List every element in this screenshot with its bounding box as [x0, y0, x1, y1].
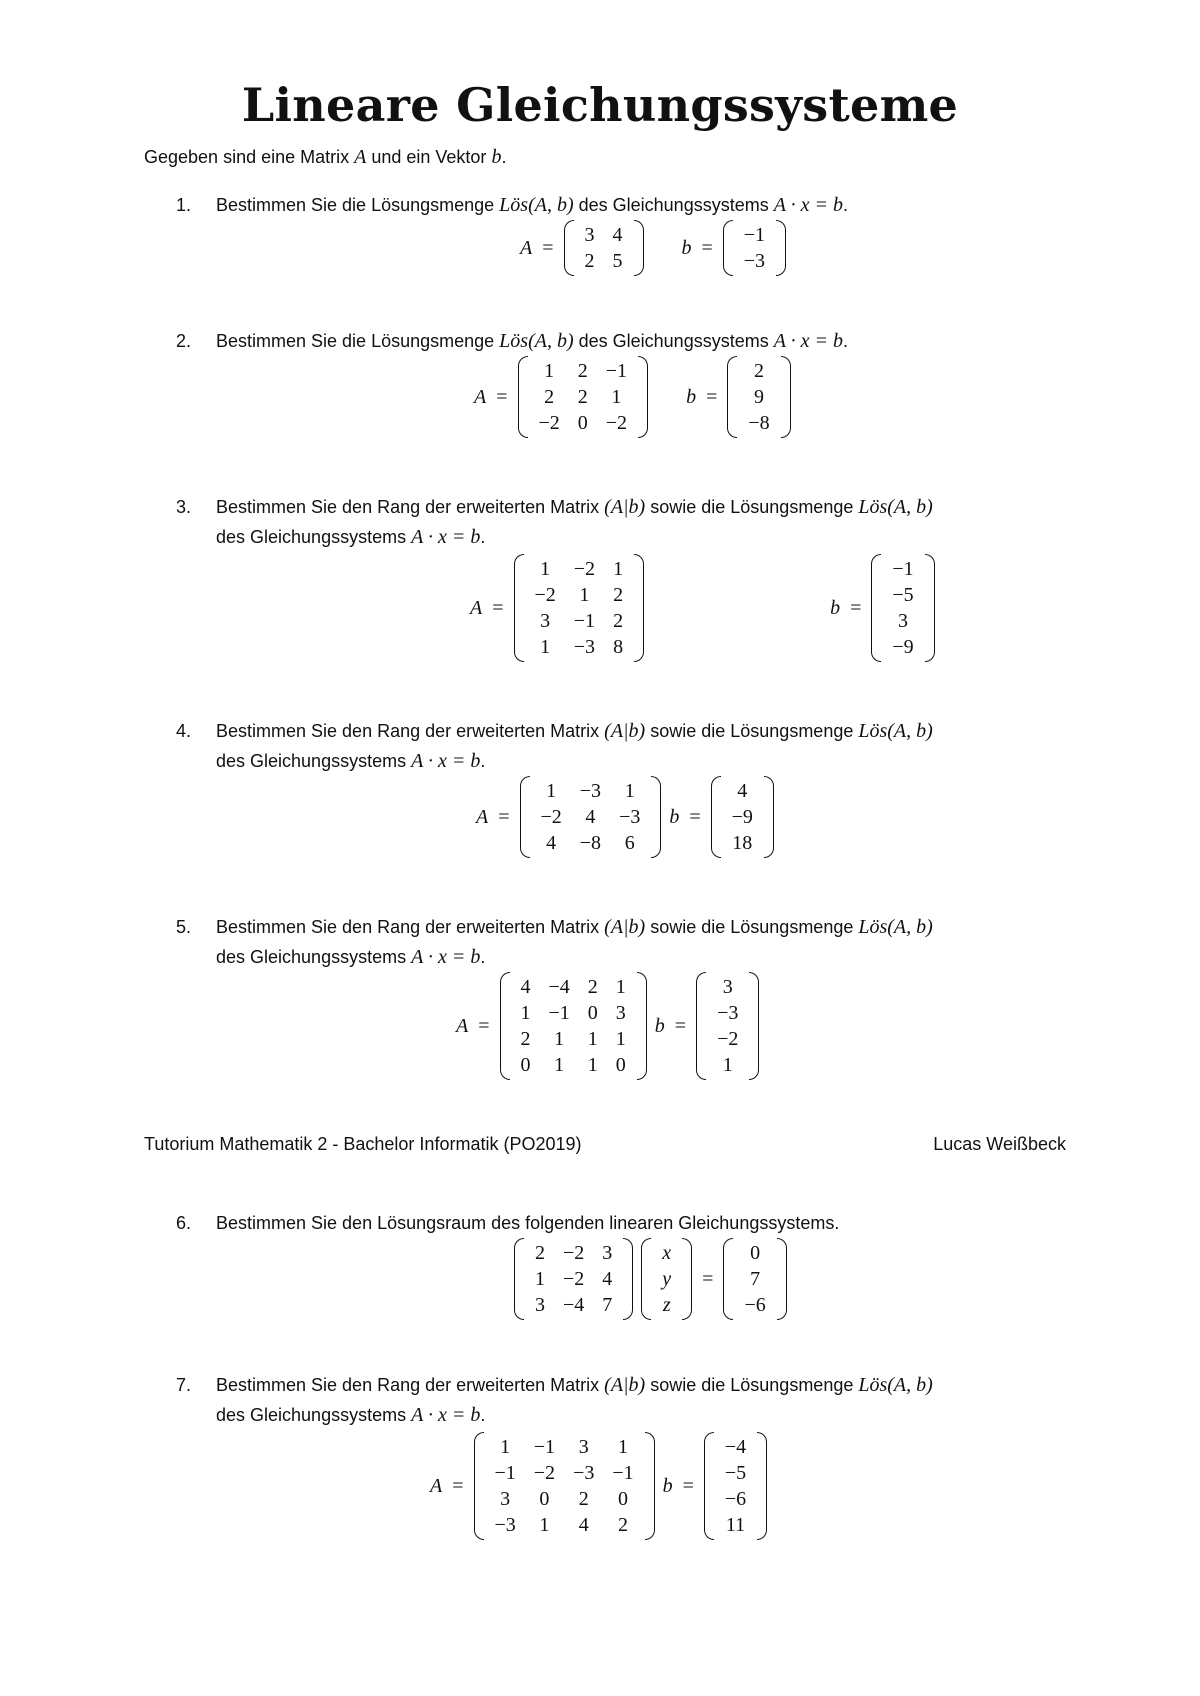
matrix-cell: 1	[535, 1268, 545, 1290]
matrix-cell: 2	[753, 360, 764, 382]
matrix-cell: −6	[724, 1488, 747, 1510]
matrix-row	[653, 1292, 680, 1318]
matrix-cell: 3	[578, 1436, 589, 1458]
matrix-cell: 3	[584, 224, 595, 246]
matrix-cell: 1	[520, 1002, 531, 1024]
problem-6-formula: 2 −2 3 1 −2 4 3 −4 7 x y z = 0 7 −6	[514, 1238, 787, 1320]
matrix-row	[716, 1434, 755, 1460]
page-title: Lineare Gleichungssysteme	[241, 78, 959, 132]
matrix-cell: 1	[539, 1514, 550, 1536]
matrix-cell: −2	[717, 1028, 739, 1050]
matrix-cell: 1	[624, 780, 635, 802]
problem-5-text-line2: des Gleichungssystems A · x = b.	[216, 946, 486, 968]
problem-4-text-line2: des Gleichungssystems A · x = b.	[216, 750, 486, 772]
matrix-row	[512, 1052, 635, 1078]
matrix-cell: −9	[892, 636, 914, 658]
matrix-grid	[708, 974, 747, 1078]
matrix-cell: 1	[540, 636, 551, 658]
matrix-cell: 1	[579, 584, 590, 606]
matrix-row	[735, 222, 774, 248]
problem-6-text: Bestimmen Sie den Lösungsraum des folgenden linearen Gleichungssystems.	[216, 1213, 840, 1233]
matrix-cell: −2	[605, 412, 628, 434]
matrix-cell: 2	[577, 386, 588, 408]
matrix-cell: −4	[548, 976, 570, 998]
matrix-cell: −1	[892, 558, 914, 580]
matrix-row	[530, 358, 637, 384]
matrix-row	[526, 1292, 621, 1318]
matrix-row	[532, 778, 650, 804]
matrix-cell: 4	[578, 1514, 589, 1536]
matrix-cell: −1	[743, 224, 766, 246]
problem-4-formula: A = 1 −3 1 −2 4 −3 4 −8 6 b = 4 −9 18	[476, 776, 774, 858]
matrix-grid	[526, 1240, 621, 1318]
matrix-row	[526, 582, 633, 608]
matrix-cell: 0	[520, 1054, 531, 1076]
matrix-cell: 0	[615, 1054, 626, 1076]
problem-5-matrix-a	[500, 972, 647, 1080]
footer-course: Tutorium Mathematik 2 - Bachelor Informatik (PO2019)	[144, 1134, 582, 1154]
matrix-cell: 0	[750, 1242, 761, 1264]
matrix-row	[735, 248, 774, 274]
matrix-row	[883, 608, 922, 634]
matrix-row	[653, 1240, 680, 1266]
matrix-cell: 2	[613, 610, 624, 632]
matrix-row	[486, 1460, 643, 1486]
problem-2-matrix-a	[518, 356, 649, 438]
matrix-row	[530, 384, 637, 410]
problem-5-text-line1: Bestimmen Sie den Rang der erweiterten Matrix (A|b) sowie die Lösungsmenge Lös(A, b)	[216, 916, 933, 938]
matrix-cell: −3	[573, 1462, 595, 1484]
matrix-cell: −3	[573, 636, 596, 658]
matrix-grid	[530, 358, 637, 436]
problem-7-text-line1: Bestimmen Sie den Rang der erweiterten Matrix (A|b) sowie die Lösungsmenge Lös(A, b)	[216, 1374, 933, 1396]
matrix-cell: −3	[743, 250, 766, 272]
matrix-cell: y	[662, 1268, 672, 1290]
problem-1-formula: A = 3 4 2 5 b = −1 −3	[520, 220, 786, 276]
problem-7-formula: A = 1 −1 3 1 −1 −2 −3 −1 3 0 2 0 −3 1 4 2 b = −4 −5 −6 11	[430, 1432, 767, 1540]
matrix-cell: 2	[535, 1242, 545, 1264]
problem-6-vector-b	[723, 1238, 786, 1320]
matrix-grid	[526, 556, 633, 660]
matrix-cell: 4	[602, 1268, 613, 1290]
matrix-cell: −2	[563, 1268, 585, 1290]
problem-1-text: Bestimmen Sie die Lösungsmenge Lös(A, b) des Gleichungssystems A · x = b.	[216, 194, 848, 216]
matrix-row	[708, 1026, 747, 1052]
matrix-row	[526, 556, 633, 582]
matrix-cell: −2	[534, 584, 556, 606]
matrix-cell: −1	[605, 360, 628, 382]
problem-3-formula: A = 1 −2 1 −2 1 2 3 −1 2 1 −3 8 b = −1 −5 3 −9	[470, 554, 935, 662]
matrix-row	[486, 1512, 643, 1538]
matrix-cell: 3	[615, 1002, 626, 1024]
matrix-cell: 4	[546, 832, 557, 854]
matrix-row	[716, 1486, 755, 1512]
matrix-cell: x	[662, 1242, 672, 1264]
matrix-row	[486, 1486, 643, 1512]
matrix-cell: −4	[563, 1294, 585, 1316]
problem-7-text-line2: des Gleichungssystems A · x = b.	[216, 1404, 486, 1426]
matrix-cell: 6	[624, 832, 635, 854]
problem-4-vector-b	[711, 776, 774, 858]
problem-3-vector-b	[871, 554, 934, 662]
problem-3-matrix-a	[514, 554, 645, 662]
problem-2-number: 2.	[176, 331, 192, 351]
matrix-cell: 1	[611, 386, 622, 408]
problem-3-number: 3.	[176, 497, 192, 517]
matrix-row	[883, 582, 922, 608]
matrix-row	[530, 410, 637, 436]
matrix-grid	[576, 222, 632, 274]
matrix-cell: 2	[617, 1514, 628, 1536]
problem-5-number: 5.	[176, 917, 192, 937]
matrix-row	[576, 248, 632, 274]
matrix-cell: 3	[540, 610, 551, 632]
matrix-cell: −5	[892, 584, 914, 606]
matrix-row	[532, 804, 650, 830]
problem-7-number: 7.	[176, 1375, 192, 1395]
matrix-cell: 2	[584, 250, 595, 272]
matrix-cell: 0	[617, 1488, 628, 1510]
matrix-row	[576, 222, 632, 248]
problem-7-vector-b	[704, 1432, 767, 1540]
matrix-cell: 3	[500, 1488, 511, 1510]
matrix-row	[739, 358, 778, 384]
matrix-row	[526, 1266, 621, 1292]
matrix-row	[735, 1266, 774, 1292]
problem-6-matrix-a	[514, 1238, 633, 1320]
matrix-cell: −3	[494, 1514, 516, 1536]
matrix-cell: −5	[724, 1462, 747, 1484]
matrix-row	[708, 974, 747, 1000]
problem-7-matrix-a	[474, 1432, 655, 1540]
matrix-cell: −1	[612, 1462, 634, 1484]
matrix-cell: 3	[722, 976, 733, 998]
matrix-row	[526, 634, 633, 660]
matrix-cell: 7	[602, 1294, 613, 1316]
matrix-cell: 1	[613, 558, 624, 580]
matrix-cell: 0	[539, 1488, 550, 1510]
matrix-grid	[723, 778, 762, 856]
matrix-row	[512, 974, 635, 1000]
matrix-cell: −9	[731, 806, 753, 828]
problem-5-formula: A = 4 −4 2 1 1 −1 0 3 2 1 1 1 0 1 1 0 b = 3 −3 −2 1	[456, 972, 759, 1080]
problem-2-vector-b	[727, 356, 790, 438]
problem-1-vector-b	[723, 220, 786, 276]
problem-5-vector-b	[696, 972, 759, 1080]
matrix-cell: 1	[615, 1028, 626, 1050]
problem-1-number: 1.	[176, 195, 192, 215]
matrix-row	[739, 410, 778, 436]
matrix-grid	[735, 1240, 774, 1318]
matrix-row	[723, 830, 762, 856]
matrix-grid	[532, 778, 650, 856]
matrix-cell: 1	[540, 558, 551, 580]
matrix-cell: −3	[579, 780, 602, 802]
matrix-cell: 1	[544, 360, 555, 382]
matrix-cell: −3	[717, 1002, 739, 1024]
problem-4-text-line1: Bestimmen Sie den Rang der erweiterten Matrix (A|b) sowie die Lösungsmenge Lös(A, b)	[216, 720, 933, 742]
matrix-cell: 0	[577, 412, 588, 434]
matrix-cell: 1	[587, 1028, 598, 1050]
matrix-cell: 5	[612, 250, 623, 272]
matrix-grid	[486, 1434, 643, 1538]
matrix-row	[708, 1052, 747, 1078]
matrix-cell: 3	[535, 1294, 545, 1316]
matrix-row	[723, 804, 762, 830]
matrix-cell: −1	[494, 1462, 516, 1484]
matrix-grid	[883, 556, 922, 660]
matrix-cell: 3	[897, 610, 908, 632]
matrix-cell: 1	[615, 976, 626, 998]
matrix-cell: 1	[722, 1054, 733, 1076]
matrix-grid	[653, 1240, 680, 1318]
matrix-row	[883, 634, 922, 660]
problem-3-text-line2: des Gleichungssystems A · x = b.	[216, 526, 486, 548]
matrix-row	[532, 830, 650, 856]
matrix-cell: −1	[548, 1002, 570, 1024]
problem-6-number: 6.	[176, 1213, 192, 1233]
matrix-row	[708, 1000, 747, 1026]
matrix-cell: 1	[587, 1054, 598, 1076]
matrix-grid	[716, 1434, 755, 1538]
matrix-cell: 1	[500, 1436, 511, 1458]
problem-2-text: Bestimmen Sie die Lösungsmenge Lös(A, b) des Gleichungssystems A · x = b.	[216, 330, 848, 352]
matrix-cell: −8	[748, 412, 770, 434]
matrix-cell: z	[662, 1294, 671, 1316]
matrix-cell: 4	[585, 806, 596, 828]
matrix-grid	[735, 222, 774, 274]
problem-6-vector-x	[641, 1238, 692, 1320]
matrix-cell: −4	[724, 1436, 747, 1458]
matrix-cell: 9	[753, 386, 764, 408]
matrix-grid	[739, 358, 778, 436]
problem-4-matrix-a	[520, 776, 662, 858]
matrix-cell: −2	[573, 558, 596, 580]
matrix-row	[739, 384, 778, 410]
matrix-cell: −3	[619, 806, 641, 828]
matrix-row	[526, 608, 633, 634]
matrix-cell: 8	[613, 636, 624, 658]
matrix-cell: 1	[546, 780, 557, 802]
matrix-row	[716, 1460, 755, 1486]
matrix-cell: 1	[617, 1436, 628, 1458]
matrix-cell: 11	[725, 1514, 746, 1536]
problem-2-formula: A = 1 2 −1 2 2 1 −2 0 −2 b = 2 9 −8	[474, 356, 791, 438]
matrix-cell: 2	[520, 1028, 531, 1050]
matrix-cell: 18	[732, 832, 753, 854]
matrix-row	[735, 1240, 774, 1266]
matrix-row	[735, 1292, 774, 1318]
matrix-cell: 4	[520, 976, 531, 998]
matrix-cell: −1	[533, 1436, 556, 1458]
matrix-row	[486, 1434, 643, 1460]
matrix-row	[716, 1512, 755, 1538]
matrix-cell: −2	[533, 1462, 556, 1484]
matrix-cell: −2	[563, 1242, 585, 1264]
matrix-cell: 2	[578, 1488, 589, 1510]
problem-4-number: 4.	[176, 721, 192, 741]
matrix-cell: −6	[744, 1294, 766, 1316]
matrix-row	[512, 1000, 635, 1026]
matrix-cell: 7	[750, 1268, 761, 1290]
matrix-cell: −1	[573, 610, 596, 632]
matrix-row	[723, 778, 762, 804]
matrix-cell: −2	[540, 806, 562, 828]
matrix-cell: −2	[538, 412, 560, 434]
footer-author: Lucas Weißbeck	[933, 1134, 1066, 1154]
problem-1-matrix-a	[564, 220, 644, 276]
matrix-row	[526, 1240, 621, 1266]
matrix-cell: 2	[544, 386, 555, 408]
matrix-cell: 4	[612, 224, 623, 246]
matrix-row	[653, 1266, 680, 1292]
matrix-cell: 1	[554, 1054, 565, 1076]
matrix-row	[512, 1026, 635, 1052]
matrix-cell: 2	[577, 360, 588, 382]
problem-3-text-line1: Bestimmen Sie den Rang der erweiterten Matrix (A|b) sowie die Lösungsmenge Lös(A, b)	[216, 496, 933, 518]
matrix-cell: 0	[587, 1002, 598, 1024]
matrix-cell: 1	[554, 1028, 565, 1050]
matrix-cell: 2	[613, 584, 624, 606]
matrix-cell: −8	[579, 832, 602, 854]
matrix-cell: 4	[737, 780, 748, 802]
intro-text: Gegeben sind eine Matrix A und ein Vektor b.	[144, 146, 507, 168]
matrix-cell: 2	[587, 976, 598, 998]
matrix-grid	[512, 974, 635, 1078]
matrix-cell: 3	[602, 1242, 613, 1264]
matrix-row	[883, 556, 922, 582]
